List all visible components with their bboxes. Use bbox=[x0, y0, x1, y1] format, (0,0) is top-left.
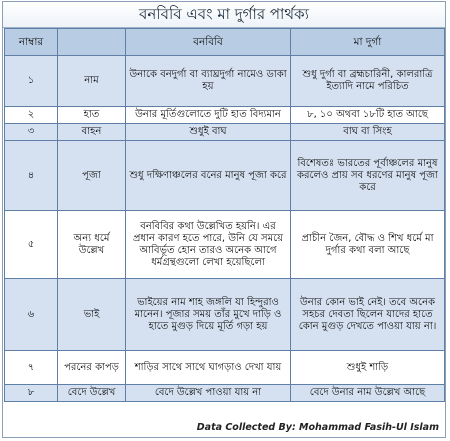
data-credit: Data Collected By: Mohammad Fasih-Ul Islam bbox=[196, 422, 439, 433]
header-bonbibi: বনবিবি bbox=[126, 29, 291, 56]
header-topic bbox=[58, 29, 126, 56]
page-title: বনবিবি এবং মা দুর্গার পার্থক্য bbox=[3, 2, 445, 28]
durga-cell: বাঘ বা সিংহ bbox=[291, 124, 445, 141]
durga-cell: উনার কোন ভাই নেই। তবে অনেক সহচর দেবতা ছিলেন যাদের হাতে কোন মুগুড় দেখতে পাওয়া যায় না। bbox=[291, 279, 445, 351]
row-number: ৬ bbox=[5, 279, 58, 351]
row-number: ১ bbox=[5, 56, 58, 107]
row-number: ২ bbox=[5, 107, 58, 124]
table-row bbox=[5, 385, 445, 402]
durga-cell: শুধুই শাড়ি bbox=[291, 351, 445, 385]
table-row bbox=[5, 351, 445, 385]
durga-cell: বেদে উনার নাম উল্লেখ আছে bbox=[291, 385, 445, 402]
bonbibi-cell: বনবিবির কথা উল্লেখিত হয়নি। এর প্রধান কারণ হতে পারে, উনি যে সময়ে আবির্ভূত হোন তারও অনেক আগে ধর্মগ্রন্থগুলো লেখা হয়েছিলো bbox=[126, 211, 291, 279]
comparison-panel bbox=[2, 1, 446, 438]
bonbibi-cell: শুধু দক্ষিণাঞ্চলের বনের মানুষ পূজা করে bbox=[126, 141, 291, 211]
bonbibi-cell: ভাইয়ের নাম শাহ জঙ্গলি যা হিন্দুরাও মানেন। পূজার সময় তাঁর মুখে দাড়ি ও হাতে মুগুড় দিয়ে মূর্তি গড়া হয় bbox=[126, 279, 291, 351]
row-topic: নাম bbox=[58, 56, 126, 107]
row-number: ৩ bbox=[5, 124, 58, 141]
bonbibi-cell: শাড়ির সাথে সাথে ঘাগড়াও দেখা যায় bbox=[126, 351, 291, 385]
row-topic: বেদে উল্লেখ bbox=[58, 385, 126, 402]
header-number: নাম্বার bbox=[5, 29, 58, 56]
durga-cell: বিশেষতঃ ভারতের পূর্বাঞ্চলের মানুষ করলেও প্রায় সব ধরণের মানুষ পূজা করে bbox=[291, 141, 445, 211]
bonbibi-cell: শুধুই বাঘ bbox=[126, 124, 291, 141]
table-row bbox=[5, 56, 445, 107]
table-row bbox=[5, 141, 445, 211]
table-row bbox=[5, 124, 445, 141]
row-topic: অন্য ধর্মে উল্লেখ bbox=[58, 211, 126, 279]
row-topic: পরনের কাপড় bbox=[58, 351, 126, 385]
bonbibi-cell: উনার মূর্তিগুলোতে দুটি হাত বিদ্যমান bbox=[126, 107, 291, 124]
durga-cell: ৮, ১০ অথবা ১৮টি হাত আছে bbox=[291, 107, 445, 124]
bonbibi-cell: উনাকে বনদুর্গা বা ব্যাঘ্রদুর্গা নামেও ডাকা হয় bbox=[126, 56, 291, 107]
header-row bbox=[5, 29, 445, 56]
bonbibi-cell: বেদে উল্লেখ পাওয়া যায় না bbox=[126, 385, 291, 402]
durga-cell: প্রাচীন জৈন, বৌদ্ধ ও শিখ ধর্মে মা দুর্গার কথা বলা আছে bbox=[291, 211, 445, 279]
row-topic: পূজা bbox=[58, 141, 126, 211]
row-number: ৪ bbox=[5, 141, 58, 211]
durga-cell: শুধু দুর্গা বা ব্রহ্মচারিনী, কালরাত্রি ইত্যাদি নামে পরিচিত bbox=[291, 56, 445, 107]
table-row bbox=[5, 107, 445, 124]
row-number: ৮ bbox=[5, 385, 58, 402]
header-durga: মা দুর্গা bbox=[291, 29, 445, 56]
table-row bbox=[5, 279, 445, 351]
row-number: ৭ bbox=[5, 351, 58, 385]
row-topic: ভাই bbox=[58, 279, 126, 351]
row-topic: বাহন bbox=[58, 124, 126, 141]
comparison-table bbox=[4, 28, 445, 402]
row-number: ৫ bbox=[5, 211, 58, 279]
row-topic: হাত bbox=[58, 107, 126, 124]
table-row bbox=[5, 211, 445, 279]
